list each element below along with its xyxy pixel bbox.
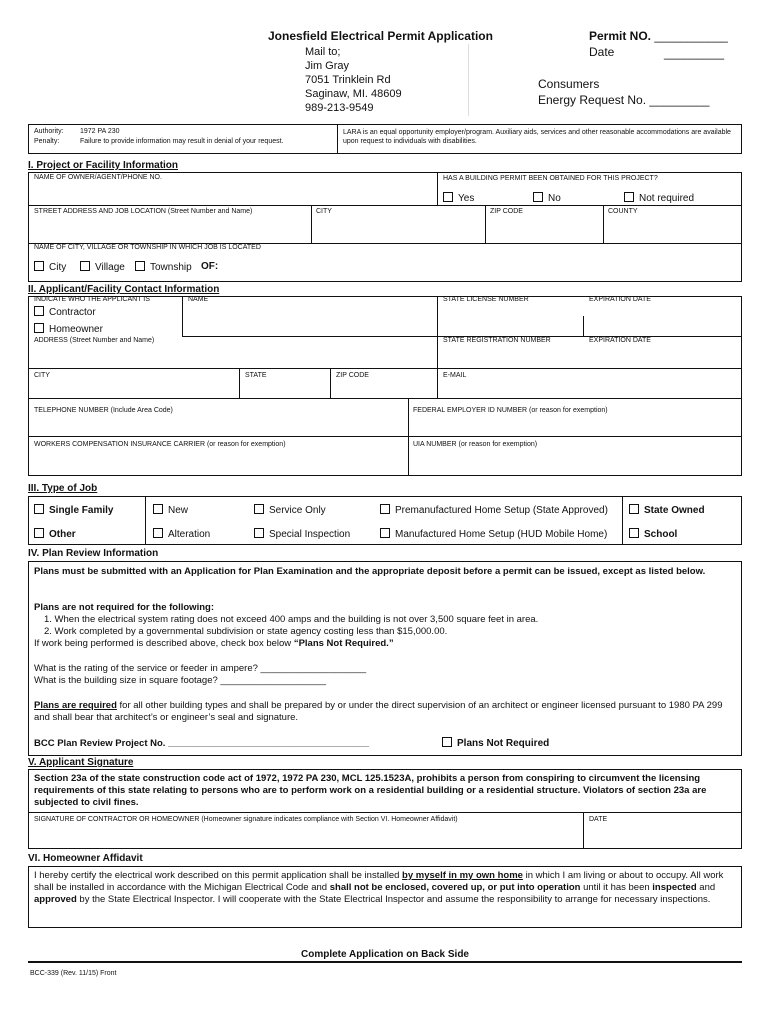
section-3-heading: III. Type of Job — [28, 483, 98, 494]
plans-not-required-checkbox[interactable]: Plans Not Required — [442, 737, 549, 749]
section-6-heading: VI. Homeowner Affidavit — [28, 853, 143, 864]
permit-obtained-question: HAS A BUILDING PERMIT BEEN OBTAINED FOR THIS PROJECT? — [443, 175, 658, 182]
owner-label: NAME OF OWNER/AGENT/PHONE NO. — [34, 174, 162, 181]
uia-label: UIA NUMBER (or reason for exemption) — [413, 441, 538, 448]
bcc-project-number[interactable]: BCC Plan Review Project No. ______________________________________ — [34, 738, 369, 749]
divider — [28, 436, 742, 437]
homeowner-affidavit-text: I hereby certify the electrical work described on this permit application shall be installed by myself in my own home in which I am living or about to occupy. All work shall be installed in accordance with the Michigan Electrical Code and shall not be enclosed, covered up, or put into operation until it has been inspected and approved by the State Electrical Inspector. I will cooperate with the State Electrical Inspector and assume the responsibility to arrange for necessary inspections. — [34, 870, 724, 905]
mail-line: Jim Gray — [305, 60, 349, 72]
checkbox-icon — [629, 528, 639, 538]
checkbox-icon — [380, 528, 390, 538]
county-label: COUNTY — [608, 208, 638, 215]
mail-line: 989-213-9549 — [305, 102, 374, 114]
divider — [408, 398, 409, 476]
checkbox-icon — [153, 528, 163, 538]
alteration-checkbox[interactable]: Alteration — [153, 528, 210, 540]
mail-to-block — [305, 45, 402, 115]
divider — [622, 496, 623, 545]
city-label: CITY — [316, 208, 332, 215]
state-label: STATE — [245, 372, 267, 379]
other-checkbox[interactable]: Other — [34, 528, 76, 540]
exemption-item-2: 2. Work completed by a governmental subdivision or state agency costing less than $15,000.00. — [44, 626, 448, 637]
divider — [239, 368, 240, 398]
manufactured-checkbox[interactable]: Manufactured Home Setup (HUD Mobile Home) — [380, 528, 607, 540]
section-4-heading: IV. Plan Review Information — [28, 548, 159, 559]
permit-no-checkbox[interactable]: No — [533, 192, 561, 204]
section-1-heading: I. Project or Facility Information — [28, 160, 179, 171]
checkbox-icon — [135, 261, 145, 271]
form-id: BCC-339 (Rev. 11/15) Front — [30, 970, 117, 977]
energy-request-label[interactable]: Energy Request No. _________ — [538, 93, 710, 107]
checkbox-icon — [34, 306, 44, 316]
divider — [182, 296, 183, 336]
city-label-2: CITY — [34, 372, 50, 379]
of-label: OF: — [201, 261, 219, 272]
lara-statement: LARA is an equal opportunity employer/program. Auxiliary aids, services and other reasonable accommodations are available upon request to individuals with disabilities. — [343, 129, 731, 145]
authority-label: Authority: — [34, 128, 64, 135]
checkbox-icon — [442, 737, 452, 747]
building-size-question[interactable]: What is the building size in square footage? ____________________ — [34, 675, 327, 686]
divider — [28, 812, 742, 813]
section-2-heading: II. Applicant/Facility Contact Information — [28, 284, 220, 295]
divider — [603, 205, 604, 243]
contractor-checkbox[interactable]: Contractor — [34, 306, 96, 318]
penalty-value: Failure to provide information may result in denial of your request. — [80, 138, 284, 145]
divider — [28, 398, 742, 399]
checkbox-icon — [254, 504, 264, 514]
checkbox-icon — [380, 504, 390, 514]
section-5-heading: V. Applicant Signature — [28, 757, 134, 768]
school-checkbox[interactable]: School — [629, 528, 677, 540]
permit-not-required-checkbox[interactable]: Not required — [624, 192, 694, 204]
date-blank[interactable]: _________ — [664, 46, 725, 60]
statute-text: Section 23a of the state construction code act of 1972, 1972 PA 230, MCL 125.1523A, prohibits a person from conspiring to circumvent the licensing requirements of this state relating to persons who are to perform work on a residential building or a residential structure. Violators of section 23a are subjected to civil fines. — [34, 773, 707, 808]
divider — [583, 316, 584, 336]
mail-line: Saginaw, MI. 48609 — [305, 88, 402, 100]
checkbox-icon — [34, 528, 44, 538]
village-checkbox[interactable]: Village — [80, 261, 125, 273]
divider — [28, 205, 742, 206]
footer-rule — [28, 961, 742, 963]
state-owned-checkbox[interactable]: State Owned — [629, 504, 705, 516]
email-label: E-MAIL — [443, 372, 467, 379]
checkbox-icon — [34, 504, 44, 514]
date-label: Date — [589, 45, 615, 59]
expiration-date-label: EXPIRATION DATE — [589, 296, 651, 303]
new-checkbox[interactable]: New — [153, 504, 188, 516]
service-only-checkbox[interactable]: Service Only — [254, 504, 326, 516]
workers-comp-label: WORKERS COMPENSATION INSURANCE CARRIER (or reason for exemption) — [34, 441, 286, 448]
township-question: NAME OF CITY, VILLAGE OR TOWNSHIP IN WHICH JOB IS LOCATED — [34, 244, 261, 251]
homeowner-checkbox[interactable]: Homeowner — [34, 323, 103, 335]
street-address-label: STREET ADDRESS AND JOB LOCATION (Street Number and Name) — [34, 208, 253, 215]
signature-label: SIGNATURE OF CONTRACTOR OR HOMEOWNER (Homeowner signature indicates compliance with Section VI. Homeowner Affidavit) — [34, 816, 458, 823]
checkbox-icon — [254, 528, 264, 538]
checkbox-icon — [624, 192, 634, 202]
consumers-label: Consumers — [538, 77, 600, 91]
divider — [330, 368, 331, 398]
zip-code-label-2: ZIP CODE — [336, 372, 369, 379]
plans-submit-text: Plans must be submitted with an Application for Plan Examination and the appropriate deposit before a permit can be issued, except as listed below. — [34, 566, 706, 577]
telephone-label: TELEPHONE NUMBER (Include Area Code) — [34, 407, 173, 414]
service-rating-question[interactable]: What is the rating of the service or feeder in ampere? ____________________ — [34, 663, 367, 674]
back-side-note: Complete Application on Back Side — [301, 949, 469, 960]
checkbox-icon — [80, 261, 90, 271]
header-divider — [468, 44, 469, 116]
zip-code-label: ZIP CODE — [490, 208, 523, 215]
plans-not-required-heading: Plans are not required for the following: — [34, 602, 214, 613]
check-box-instruction: If work being performed is described above, check box below “Plans Not Required.” — [34, 638, 394, 649]
divider — [145, 496, 146, 545]
mail-line: Mail to; — [305, 46, 341, 58]
checkbox-icon — [629, 504, 639, 514]
checkbox-icon — [34, 323, 44, 333]
state-registration-label: STATE REGISTRATION NUMBER — [443, 337, 551, 344]
mail-line: 7051 Trinklein Rd — [305, 74, 391, 86]
city-checkbox[interactable]: City — [34, 261, 66, 273]
divider — [485, 205, 486, 243]
address-label: ADDRESS (Street Number and Name) — [34, 337, 155, 344]
fein-label: FEDERAL EMPLOYER ID NUMBER (or reason for exemption) — [413, 407, 608, 414]
divider — [583, 812, 584, 849]
permit-yes-checkbox[interactable]: Yes — [443, 192, 474, 204]
township-checkbox[interactable]: Township — [135, 261, 192, 273]
exemption-item-1: 1. When the electrical system rating does not exceed 400 amps and the building is not over 3,500 square feet in area. — [44, 614, 539, 625]
name-label: NAME — [188, 296, 209, 303]
expiration-date-label-2: EXPIRATION DATE — [589, 337, 651, 344]
checkbox-icon — [533, 192, 543, 202]
plans-required-text: Plans are required for all other building types and shall be prepared by or under the direct supervision of an architect or engineer licensed pursuant to 1980 PA 299 and shall bear that architect’s or engineer’s seal and signature. — [34, 700, 723, 723]
premanufactured-checkbox[interactable]: Premanufactured Home Setup (State Approved) — [380, 504, 608, 516]
checkbox-icon — [153, 504, 163, 514]
authority-divider — [337, 124, 338, 154]
divider — [437, 172, 438, 205]
penalty-label: Penalty: — [34, 138, 60, 145]
divider — [437, 296, 438, 398]
section-4-box — [28, 561, 742, 756]
authority-value: 1972 PA 230 — [80, 128, 120, 135]
state-license-label: STATE LICENSE NUMBER — [443, 296, 529, 303]
checkbox-icon — [34, 261, 44, 271]
indicate-applicant-label: INDICATE WHO THE APPLICANT IS — [34, 296, 150, 303]
section-2-box — [28, 296, 742, 476]
divider — [28, 368, 742, 369]
signature-date-label: DATE — [589, 816, 608, 823]
single-family-checkbox[interactable]: Single Family — [34, 504, 113, 516]
checkbox-icon — [443, 192, 453, 202]
divider — [311, 205, 312, 243]
permit-no-label: Permit NO. ___________ — [589, 29, 728, 43]
form-title: Jonesfield Electrical Permit Application — [268, 29, 493, 43]
special-inspection-checkbox[interactable]: Special Inspection — [254, 528, 350, 540]
